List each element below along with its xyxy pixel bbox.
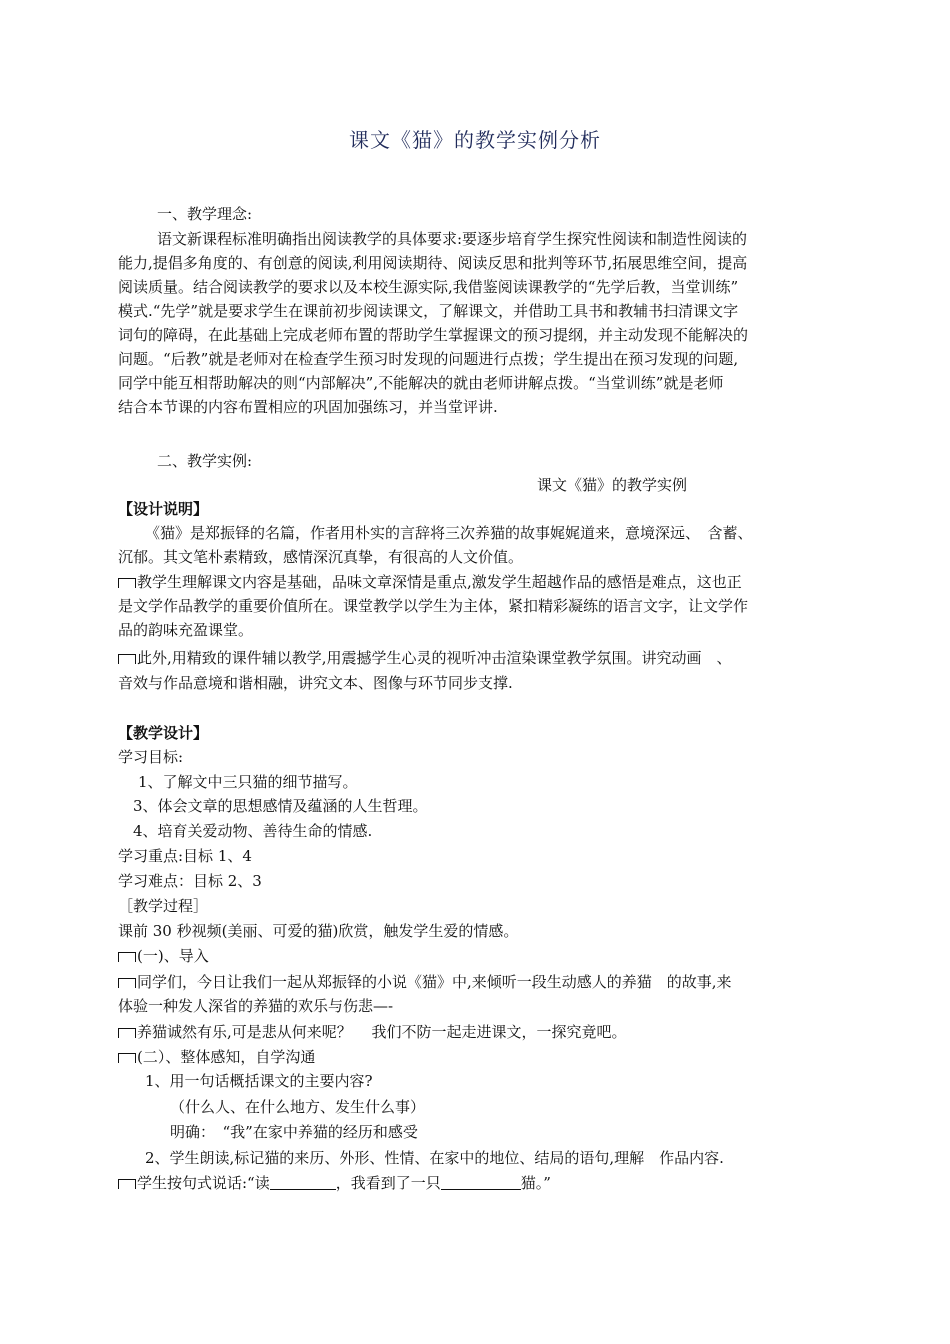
list-item: 1、用一句话概括课文的主要内容? — [145, 1072, 373, 1090]
document-title: 课文《猫》的教学实例分析 — [349, 128, 601, 152]
paragraph-line: 能力,提倡多角度的、有创意的阅读,利用阅读期待、阅读反思和批判等环节,拓展思维空间，提高 — [118, 254, 748, 272]
blank-line — [270, 1175, 336, 1190]
paragraph-line: 此外,用精致的课件辅以教学,用震撼学生心灵的视听冲击渲染课堂教学氛围。讲究动画 、 — [118, 647, 732, 669]
blank-line — [441, 1175, 521, 1190]
paragraph-line: 词句的障碍，在此基础上完成老师布置的帮助学生掌握课文的预习提纲，并主动发现不能解决的 — [118, 326, 749, 344]
indent-mark-icon — [118, 654, 136, 664]
list-item: 1、了解文中三只猫的细节描写。 — [138, 773, 358, 791]
paragraph-line: 学习目标: — [118, 748, 184, 766]
paragraph-line: 课前 30 秒视频(美丽、可爱的猫)欣赏，触发学生爱的情感。 — [118, 922, 519, 940]
section-heading-example: 二、教学实例: — [157, 452, 253, 470]
indent-mark-icon — [118, 1053, 136, 1063]
paragraph-line: 学习难点：目标 2、3 — [118, 872, 262, 890]
paragraph-line: 是文学作品教学的重要价值所在。课堂教学以学生为主体，紧扣精彩凝练的语言文字，让文学作 — [118, 597, 749, 615]
subtitle: 课文《猫》的教学实例 — [537, 476, 688, 494]
paragraph-line: 阅读质量。结合阅读教学的要求以及本校生源实际,我借鉴阅读课教学的“先学后教，当堂训练” — [118, 278, 739, 296]
paragraph-line: 结合本节课的内容布置相应的巩固加强练习，并当堂评讲. — [118, 398, 498, 416]
paragraph-line: 学生按句式说话:“读 ，我看到了一只 猫。” — [118, 1172, 551, 1194]
paragraph-line: 模式.“先学”就是要求学生在课前初步阅读课文，了解课文，并借助工具书和教辅书扫清课文字 — [118, 302, 739, 320]
section-heading-design-notes: 【设计说明】 — [118, 500, 209, 518]
paragraph-line: 语文新课程标准明确指出阅读教学的具体要求:要逐步培育学生探究性阅读和制造性阅读的 — [157, 230, 748, 248]
paragraph-line: (二）、整体感知，自学沟通 — [118, 1046, 315, 1068]
paragraph-line: 明确： “我”在家中养猫的经历和感受 — [170, 1123, 418, 1141]
paragraph-line: 问题。“后教”就是老师对在检查学生预习时发现的问题进行点拨；学生提出在预习发现的问题, — [118, 350, 739, 368]
indent-mark-icon — [118, 952, 136, 962]
list-item: 2、学生朗读,标记猫的来历、外形、性情、在家中的地位、结局的语句,理解 作品内容. — [145, 1149, 724, 1167]
paragraph-line: 《猫》是郑振铎的名篇，作者用朴实的言辞将三次养猫的故事娓娓道来，意境深远、 含蓄、 — [145, 524, 753, 542]
list-item: 4、培育关爱动物、善待生命的情感. — [133, 822, 373, 840]
indent-mark-icon — [118, 978, 136, 988]
paragraph-line: 音效与作品意境和谐相融，讲究文本、图像与环节同步支撑. — [118, 674, 513, 692]
paragraph-line: (一)、导入 — [118, 945, 209, 967]
indent-mark-icon — [118, 578, 136, 588]
paragraph-line: 体验一种发人深省的养猫的欢乐与伤悲—- — [118, 997, 394, 1015]
indent-mark-icon — [118, 1028, 136, 1038]
section-heading-philosophy: 一、教学理念: — [157, 205, 253, 223]
paragraph-line: ［教学过程］ — [118, 897, 209, 915]
paragraph-line: 品的韵味充盈课堂。 — [118, 621, 254, 639]
section-heading-teaching-design: 【教学设计】 — [118, 724, 209, 742]
list-item: 3、体会文章的思想感情及蕴涵的人生哲理。 — [133, 797, 428, 815]
paragraph-line: 学习重点:目标 1、4 — [118, 847, 252, 865]
paragraph-line: 同学中能互相帮助解决的则“内部解决”,不能解决的就由老师讲解点拨。“当堂训练”就是老师 — [118, 374, 724, 392]
paragraph-line: 沉郁。其文笔朴素精致，感情深沉真挚，有很高的人文价值。 — [118, 548, 524, 566]
indent-mark-icon — [118, 1179, 136, 1189]
paragraph-line: 养猫诚然有乐,可是悲从何来呢？ 我们不防一起走进课文，一探究竟吧。 — [118, 1021, 627, 1043]
paragraph-line: 同学们，今日让我们一起从郑振铎的小说《猫》中,来倾听一段生动感人的养猫 的故事,来 — [118, 971, 732, 993]
paragraph-line: （什么人、在什么地方、发生什么事） — [170, 1098, 426, 1116]
paragraph-line: 教学生理解课文内容是基础，品味文章深情是重点,激发学生超越作品的感悟是难点，这也正 — [118, 571, 742, 593]
